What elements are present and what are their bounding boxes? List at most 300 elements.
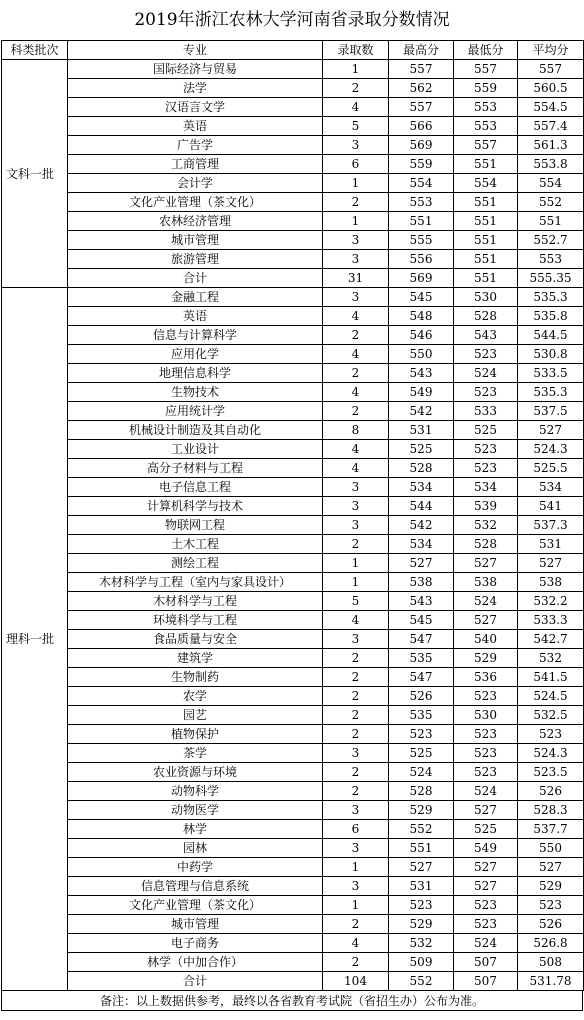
table-row (2, 782, 584, 801)
max-score-cell: 554 (389, 174, 454, 193)
admitted-cell: 2 (323, 535, 389, 554)
max-score-cell: 544 (389, 497, 454, 516)
table-row (2, 763, 584, 782)
table-row (2, 877, 584, 896)
admitted-cell: 3 (323, 630, 389, 649)
avg-score-cell: 526 (518, 915, 584, 934)
min-score-cell: 525 (454, 421, 518, 440)
major-cell: 国际经济与贸易 (68, 60, 323, 79)
major-cell: 土木工程 (68, 535, 323, 554)
admitted-cell: 1 (323, 858, 389, 877)
admitted-cell: 2 (323, 193, 389, 212)
max-score-cell: 557 (389, 60, 454, 79)
table-row (2, 193, 584, 212)
admitted-cell: 3 (323, 231, 389, 250)
major-cell: 应用统计学 (68, 402, 323, 421)
admitted-cell: 4 (323, 440, 389, 459)
min-score-cell: 523 (454, 896, 518, 915)
major-cell: 英语 (68, 117, 323, 136)
max-score-cell: 534 (389, 478, 454, 497)
avg-score-cell: 551 (518, 212, 584, 231)
table-row (2, 307, 584, 326)
min-score-cell: 523 (454, 383, 518, 402)
major-cell: 英语 (68, 307, 323, 326)
admitted-cell: 5 (323, 592, 389, 611)
avg-score-cell: 526.8 (518, 934, 584, 953)
avg-score-cell: 524.3 (518, 440, 584, 459)
max-score-cell: 535 (389, 706, 454, 725)
avg-score-cell: 557 (518, 60, 584, 79)
major-cell: 园林 (68, 839, 323, 858)
major-cell: 林学（中加合作） (68, 953, 323, 972)
max-score-cell: 527 (389, 858, 454, 877)
table-row (2, 364, 584, 383)
avg-score-cell: 555.35 (518, 269, 584, 288)
table-row (2, 725, 584, 744)
category-cell: 文科一批 (2, 60, 68, 288)
avg-score-cell: 529 (518, 877, 584, 896)
admitted-cell: 2 (323, 706, 389, 725)
min-score-cell: 507 (454, 972, 518, 991)
avg-score-cell: 535.8 (518, 307, 584, 326)
max-score-cell: 545 (389, 288, 454, 307)
avg-score-cell: 560.5 (518, 79, 584, 98)
avg-score-cell: 537.5 (518, 402, 584, 421)
avg-score-cell: 554.5 (518, 98, 584, 117)
avg-score-cell: 531 (518, 535, 584, 554)
avg-score-cell: 527 (518, 421, 584, 440)
header-max-score: 最高分 (389, 41, 454, 60)
total-row (2, 972, 584, 991)
table-row (2, 497, 584, 516)
min-score-cell: 523 (454, 725, 518, 744)
min-score-cell: 554 (454, 174, 518, 193)
table-row (2, 478, 584, 497)
major-cell: 合计 (68, 972, 323, 991)
max-score-cell: 547 (389, 668, 454, 687)
admitted-cell: 4 (323, 383, 389, 402)
avg-score-cell: 553.8 (518, 155, 584, 174)
table-row (2, 136, 584, 155)
table-row (2, 421, 584, 440)
max-score-cell: 542 (389, 516, 454, 535)
admitted-cell: 2 (323, 763, 389, 782)
major-cell: 木材科学与工程 (68, 592, 323, 611)
avg-score-cell: 533.3 (518, 611, 584, 630)
max-score-cell: 531 (389, 421, 454, 440)
avg-score-cell: 532.2 (518, 592, 584, 611)
table-row (2, 953, 584, 972)
avg-score-cell: 538 (518, 573, 584, 592)
admitted-cell: 2 (323, 649, 389, 668)
table-row (2, 402, 584, 421)
avg-score-cell: 525.5 (518, 459, 584, 478)
table-body (2, 60, 584, 991)
admitted-cell: 2 (323, 915, 389, 934)
max-score-cell: 535 (389, 649, 454, 668)
min-score-cell: 523 (454, 763, 518, 782)
min-score-cell: 540 (454, 630, 518, 649)
table-row (2, 687, 584, 706)
table-row (2, 60, 584, 79)
avg-score-cell: 523 (518, 725, 584, 744)
admitted-cell: 4 (323, 98, 389, 117)
admitted-cell: 4 (323, 459, 389, 478)
admitted-cell: 3 (323, 516, 389, 535)
admitted-cell: 104 (323, 972, 389, 991)
major-cell: 地理信息科学 (68, 364, 323, 383)
avg-score-cell: 550 (518, 839, 584, 858)
admitted-cell: 2 (323, 782, 389, 801)
major-cell: 法学 (68, 79, 323, 98)
major-cell: 工业设计 (68, 440, 323, 459)
table-row (2, 839, 584, 858)
avg-score-cell: 544.5 (518, 326, 584, 345)
min-score-cell: 553 (454, 98, 518, 117)
admitted-cell: 2 (323, 687, 389, 706)
min-score-cell: 524 (454, 782, 518, 801)
major-cell: 金融工程 (68, 288, 323, 307)
min-score-cell: 532 (454, 516, 518, 535)
admitted-cell: 2 (323, 953, 389, 972)
avg-score-cell: 528.3 (518, 801, 584, 820)
major-cell: 电子信息工程 (68, 478, 323, 497)
major-cell: 物联网工程 (68, 516, 323, 535)
major-cell: 城市管理 (68, 915, 323, 934)
admitted-cell: 5 (323, 117, 389, 136)
min-score-cell: 523 (454, 345, 518, 364)
page-title: 2019年浙江农林大学河南省录取分数情况 (134, 10, 450, 30)
min-score-cell: 528 (454, 307, 518, 326)
major-cell: 机械设计制造及其自动化 (68, 421, 323, 440)
min-score-cell: 523 (454, 744, 518, 763)
min-score-cell: 551 (454, 250, 518, 269)
major-cell: 农学 (68, 687, 323, 706)
header-admitted: 录取数 (323, 41, 389, 60)
min-score-cell: 527 (454, 858, 518, 877)
table-row (2, 459, 584, 478)
avg-score-cell: 537.7 (518, 820, 584, 839)
table-header-row (2, 41, 584, 60)
max-score-cell: 549 (389, 383, 454, 402)
admitted-cell: 3 (323, 877, 389, 896)
table-row (2, 744, 584, 763)
table-row (2, 98, 584, 117)
admitted-cell: 1 (323, 573, 389, 592)
avg-score-cell: 542.7 (518, 630, 584, 649)
major-cell: 工商管理 (68, 155, 323, 174)
max-score-cell: 559 (389, 155, 454, 174)
major-cell: 中药学 (68, 858, 323, 877)
major-cell: 合计 (68, 269, 323, 288)
avg-score-cell: 508 (518, 953, 584, 972)
min-score-cell: 536 (454, 668, 518, 687)
max-score-cell: 550 (389, 345, 454, 364)
table-row (2, 535, 584, 554)
table-row (2, 915, 584, 934)
max-score-cell: 538 (389, 573, 454, 592)
major-cell: 应用化学 (68, 345, 323, 364)
min-score-cell: 529 (454, 649, 518, 668)
admitted-cell: 31 (323, 269, 389, 288)
table-row (2, 383, 584, 402)
major-cell: 植物保护 (68, 725, 323, 744)
avg-score-cell: 557.4 (518, 117, 584, 136)
avg-score-cell: 561.3 (518, 136, 584, 155)
avg-score-cell: 523.5 (518, 763, 584, 782)
min-score-cell: 538 (454, 573, 518, 592)
min-score-cell: 527 (454, 611, 518, 630)
min-score-cell: 524 (454, 364, 518, 383)
category-cell: 理科一批 (2, 288, 68, 991)
table-row (2, 79, 584, 98)
avg-score-cell: 530.8 (518, 345, 584, 364)
min-score-cell: 523 (454, 915, 518, 934)
table-row (2, 668, 584, 687)
table-row (2, 516, 584, 535)
max-score-cell: 526 (389, 687, 454, 706)
table-row (2, 212, 584, 231)
max-score-cell: 531 (389, 877, 454, 896)
max-score-cell: 527 (389, 554, 454, 573)
avg-score-cell: 527 (518, 858, 584, 877)
min-score-cell: 528 (454, 535, 518, 554)
header-avg-score: 平均分 (518, 41, 584, 60)
min-score-cell: 507 (454, 953, 518, 972)
max-score-cell: 556 (389, 250, 454, 269)
admitted-cell: 8 (323, 421, 389, 440)
max-score-cell: 551 (389, 839, 454, 858)
table-row (2, 288, 584, 307)
avg-score-cell: 524.5 (518, 687, 584, 706)
min-score-cell: 523 (454, 459, 518, 478)
avg-score-cell: 541 (518, 497, 584, 516)
avg-score-cell: 541.5 (518, 668, 584, 687)
table-row (2, 934, 584, 953)
min-score-cell: 551 (454, 231, 518, 250)
admitted-cell: 3 (323, 136, 389, 155)
avg-score-cell: 531.78 (518, 972, 584, 991)
table-row (2, 630, 584, 649)
major-cell: 信息管理与信息系统 (68, 877, 323, 896)
table-row (2, 820, 584, 839)
max-score-cell: 552 (389, 820, 454, 839)
major-cell: 茶学 (68, 744, 323, 763)
major-cell: 汉语言文学 (68, 98, 323, 117)
min-score-cell: 527 (454, 877, 518, 896)
min-score-cell: 559 (454, 79, 518, 98)
avg-score-cell: 532.5 (518, 706, 584, 725)
min-score-cell: 524 (454, 934, 518, 953)
max-score-cell: 546 (389, 326, 454, 345)
admitted-cell: 4 (323, 307, 389, 326)
admitted-cell: 3 (323, 250, 389, 269)
avg-score-cell: 527 (518, 554, 584, 573)
admitted-cell: 4 (323, 345, 389, 364)
max-score-cell: 562 (389, 79, 454, 98)
major-cell: 旅游管理 (68, 250, 323, 269)
max-score-cell: 552 (389, 972, 454, 991)
major-cell: 广告学 (68, 136, 323, 155)
avg-score-cell: 533.5 (518, 364, 584, 383)
avg-score-cell: 534 (518, 478, 584, 497)
major-cell: 林学 (68, 820, 323, 839)
min-score-cell: 527 (454, 554, 518, 573)
table-row (2, 649, 584, 668)
admitted-cell: 3 (323, 478, 389, 497)
avg-score-cell: 535.3 (518, 383, 584, 402)
table-row (2, 174, 584, 193)
min-score-cell: 533 (454, 402, 518, 421)
avg-score-cell: 523 (518, 896, 584, 915)
max-score-cell: 524 (389, 763, 454, 782)
admitted-cell: 2 (323, 364, 389, 383)
max-score-cell: 543 (389, 592, 454, 611)
max-score-cell: 528 (389, 782, 454, 801)
min-score-cell: 530 (454, 288, 518, 307)
major-cell: 建筑学 (68, 649, 323, 668)
max-score-cell: 555 (389, 231, 454, 250)
admitted-cell: 3 (323, 744, 389, 763)
admitted-cell: 2 (323, 725, 389, 744)
avg-score-cell: 552 (518, 193, 584, 212)
avg-score-cell: 537.3 (518, 516, 584, 535)
footnote: 备注：以上数据供参考，最终以各省教育考试院（省招生办）公布为准。 (1, 991, 583, 1011)
major-cell: 文化产业管理（茶文化） (68, 896, 323, 915)
admitted-cell: 1 (323, 554, 389, 573)
max-score-cell: 548 (389, 307, 454, 326)
table-row (2, 155, 584, 174)
min-score-cell: 557 (454, 60, 518, 79)
max-score-cell: 523 (389, 725, 454, 744)
max-score-cell: 525 (389, 744, 454, 763)
max-score-cell: 509 (389, 953, 454, 972)
major-cell: 信息与计算科学 (68, 326, 323, 345)
max-score-cell: 553 (389, 193, 454, 212)
min-score-cell: 557 (454, 136, 518, 155)
max-score-cell: 534 (389, 535, 454, 554)
major-cell: 农业资源与环境 (68, 763, 323, 782)
header-min-score: 最低分 (454, 41, 518, 60)
table-row (2, 858, 584, 877)
header-category: 科类批次 (2, 41, 68, 60)
major-cell: 园艺 (68, 706, 323, 725)
table-row (2, 440, 584, 459)
major-cell: 电子商务 (68, 934, 323, 953)
min-score-cell: 543 (454, 326, 518, 345)
table-row (2, 706, 584, 725)
admitted-cell: 1 (323, 174, 389, 193)
major-cell: 高分子材料与工程 (68, 459, 323, 478)
admitted-cell: 2 (323, 402, 389, 421)
major-cell: 动物科学 (68, 782, 323, 801)
admitted-cell: 2 (323, 326, 389, 345)
min-score-cell: 527 (454, 801, 518, 820)
admitted-cell: 4 (323, 611, 389, 630)
table-row (2, 326, 584, 345)
admitted-cell: 6 (323, 155, 389, 174)
min-score-cell: 549 (454, 839, 518, 858)
avg-score-cell: 554 (518, 174, 584, 193)
table-row (2, 345, 584, 364)
max-score-cell: 529 (389, 801, 454, 820)
avg-score-cell: 552.7 (518, 231, 584, 250)
max-score-cell: 545 (389, 611, 454, 630)
max-score-cell: 547 (389, 630, 454, 649)
major-cell: 计算机科学与技术 (68, 497, 323, 516)
table-row (2, 896, 584, 915)
admitted-cell: 1 (323, 60, 389, 79)
table-row (2, 117, 584, 136)
max-score-cell: 529 (389, 915, 454, 934)
max-score-cell: 528 (389, 459, 454, 478)
max-score-cell: 557 (389, 98, 454, 117)
avg-score-cell: 526 (518, 782, 584, 801)
min-score-cell: 553 (454, 117, 518, 136)
major-cell: 测绘工程 (68, 554, 323, 573)
header-major: 专业 (68, 41, 323, 60)
major-cell: 生物技术 (68, 383, 323, 402)
major-cell: 生物制药 (68, 668, 323, 687)
avg-score-cell: 553 (518, 250, 584, 269)
min-score-cell: 551 (454, 212, 518, 231)
min-score-cell: 551 (454, 269, 518, 288)
table-row (2, 231, 584, 250)
min-score-cell: 534 (454, 478, 518, 497)
min-score-cell: 525 (454, 820, 518, 839)
table-row (2, 592, 584, 611)
table-row (2, 554, 584, 573)
max-score-cell: 566 (389, 117, 454, 136)
table-row (2, 801, 584, 820)
admitted-cell: 2 (323, 668, 389, 687)
admitted-cell: 3 (323, 839, 389, 858)
major-cell: 文化产业管理（茶文化） (68, 193, 323, 212)
min-score-cell: 524 (454, 592, 518, 611)
max-score-cell: 543 (389, 364, 454, 383)
total-row (2, 269, 584, 288)
major-cell: 食品质量与安全 (68, 630, 323, 649)
admitted-cell: 2 (323, 79, 389, 98)
admitted-cell: 6 (323, 820, 389, 839)
avg-score-cell: 535.3 (518, 288, 584, 307)
major-cell: 会计学 (68, 174, 323, 193)
admitted-cell: 1 (323, 212, 389, 231)
admitted-cell: 1 (323, 896, 389, 915)
min-score-cell: 523 (454, 440, 518, 459)
max-score-cell: 569 (389, 269, 454, 288)
major-cell: 农林经济管理 (68, 212, 323, 231)
max-score-cell: 569 (389, 136, 454, 155)
major-cell: 木材科学与工程（室内与家具设计） (68, 573, 323, 592)
table-row (2, 573, 584, 592)
avg-score-cell: 524.3 (518, 744, 584, 763)
admission-scores-table (1, 40, 584, 991)
max-score-cell: 532 (389, 934, 454, 953)
min-score-cell: 530 (454, 706, 518, 725)
max-score-cell: 551 (389, 212, 454, 231)
min-score-cell: 551 (454, 155, 518, 174)
major-cell: 动物医学 (68, 801, 323, 820)
major-cell: 城市管理 (68, 231, 323, 250)
min-score-cell: 551 (454, 193, 518, 212)
major-cell: 环境科学与工程 (68, 611, 323, 630)
max-score-cell: 523 (389, 896, 454, 915)
admitted-cell: 3 (323, 801, 389, 820)
table-row (2, 611, 584, 630)
max-score-cell: 542 (389, 402, 454, 421)
admitted-cell: 4 (323, 934, 389, 953)
